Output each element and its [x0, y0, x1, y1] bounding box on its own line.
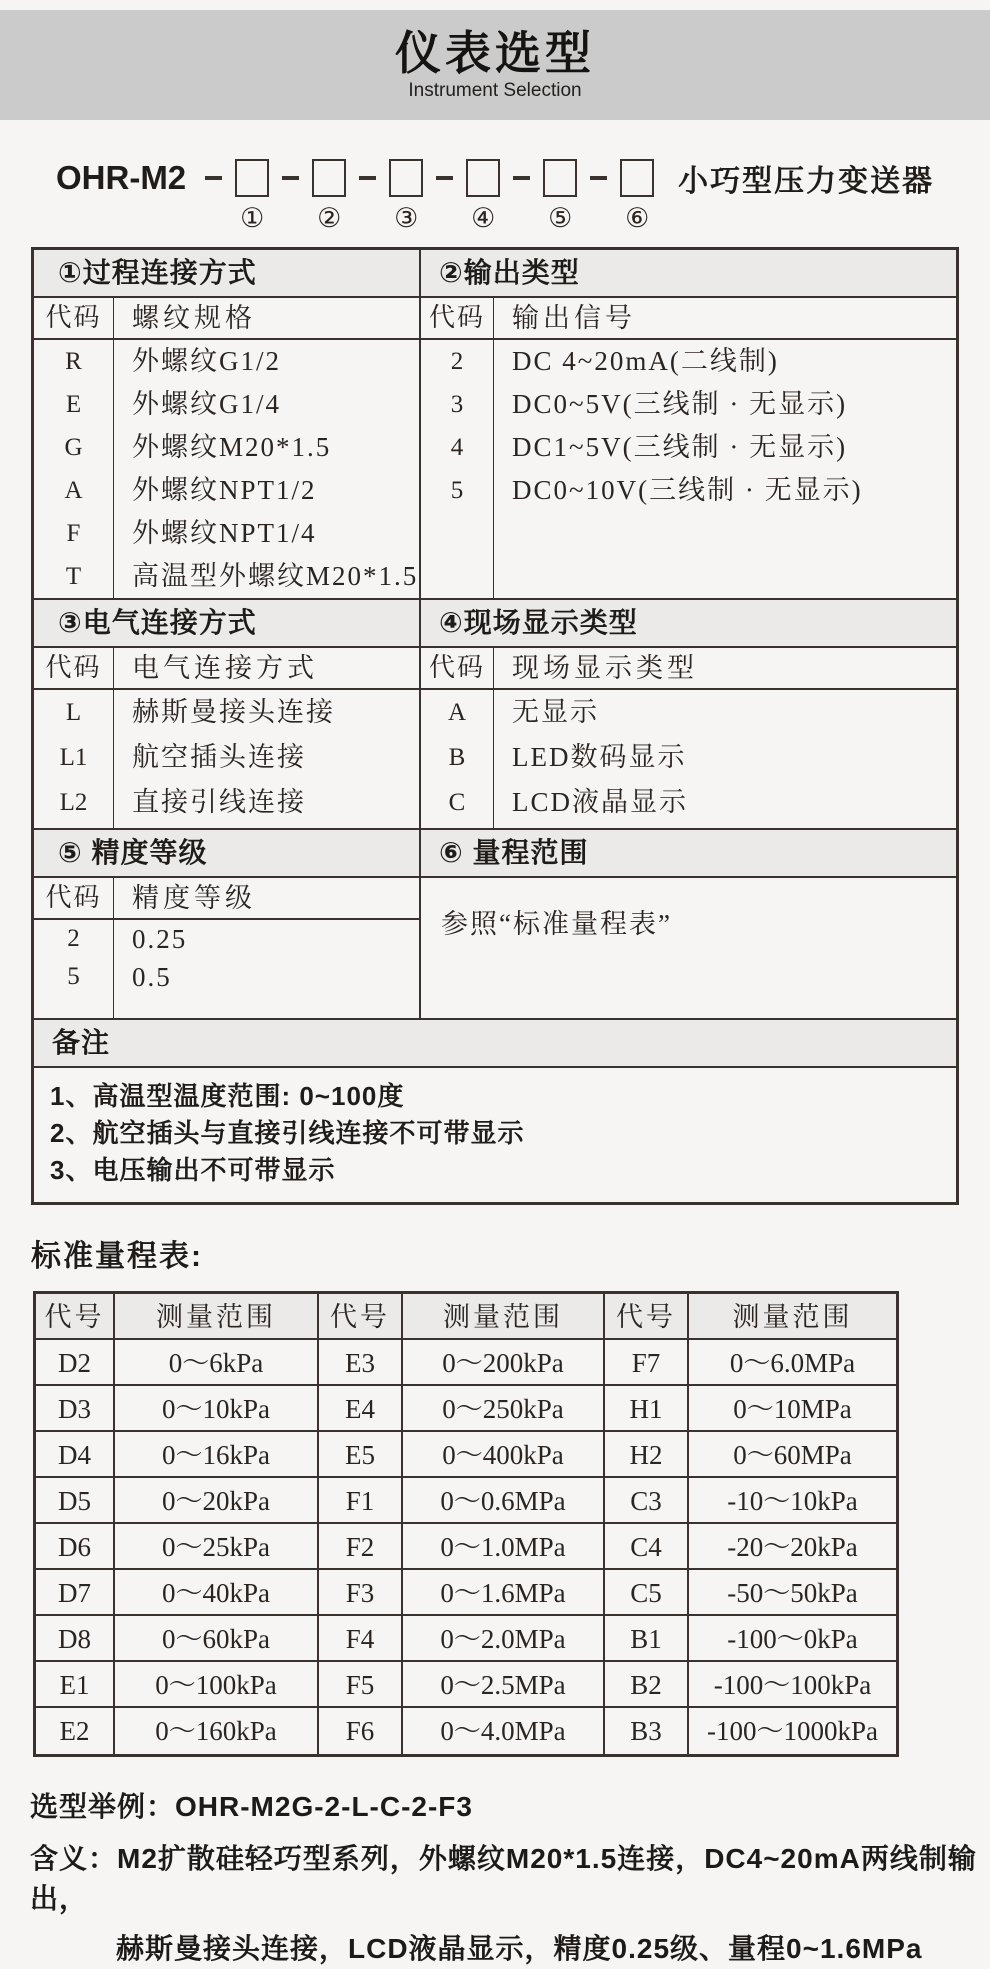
- label-cell: LCD液晶显示: [512, 787, 688, 817]
- section3-code-column: [34, 690, 114, 828]
- model-code-box: [389, 159, 423, 233]
- position-number: ①: [240, 203, 265, 233]
- range-header-cell: 代号: [319, 1294, 403, 1340]
- label-cell: DC 4~20mA(二线制): [512, 346, 779, 376]
- dash-separator: [282, 176, 299, 180]
- column-header-code: 代码: [34, 298, 114, 338]
- dash-separator: [513, 176, 530, 180]
- column-header-code: 代码: [34, 878, 114, 918]
- range-value-cell: 0～6.0MPa: [689, 1340, 896, 1386]
- model-code-box: [235, 159, 269, 233]
- code-cell: A: [64, 477, 83, 504]
- remark-line: 3、电压输出不可带显示: [50, 1155, 336, 1185]
- range-value-cell: 0～200kPa: [403, 1340, 605, 1386]
- model-slot: [423, 159, 500, 233]
- range-code-cell: B2: [605, 1662, 689, 1708]
- column-header-label: 现场显示类型: [512, 653, 698, 683]
- section4-code-column: [421, 690, 494, 828]
- column-header-code: 代码: [34, 648, 114, 688]
- section5-label-column: [114, 920, 419, 1018]
- model-slot: [577, 159, 654, 233]
- range-reference-note: 参照“标准量程表”: [441, 909, 672, 939]
- range-code-cell: D5: [36, 1478, 115, 1524]
- section3-subtable: [34, 648, 421, 828]
- range-code-cell: D2: [36, 1340, 115, 1386]
- range-code-cell: B1: [605, 1616, 689, 1662]
- section1-code-column: [34, 340, 114, 598]
- dash-separator: [590, 176, 607, 180]
- remarks-body: [34, 1068, 956, 1202]
- section4-label-column: [494, 690, 956, 828]
- section-body-3-4: [34, 648, 956, 828]
- label-cell: 外螺纹G1/2: [132, 346, 281, 376]
- label-cell: 赫斯曼接头连接: [132, 697, 335, 727]
- model-code-box: [312, 159, 346, 233]
- range-code-cell: F6: [319, 1708, 403, 1754]
- section5-column-header: [34, 878, 419, 920]
- column-header-code: 代码: [421, 298, 494, 338]
- range-code-cell: C5: [605, 1570, 689, 1616]
- code-cell: L2: [59, 789, 88, 816]
- section1-title: ①过程连接方式: [34, 250, 421, 296]
- range-value-cell: 0～2.5MPa: [403, 1662, 605, 1708]
- range-table: [33, 1291, 899, 1757]
- model-prefix: OHR-M2: [56, 159, 187, 196]
- code-cell: B: [448, 744, 466, 771]
- range-code-cell: E4: [319, 1386, 403, 1432]
- range-code-cell: C3: [605, 1478, 689, 1524]
- range-header-cell: 测量范围: [115, 1294, 319, 1340]
- range-value-cell: 0～2.0MPa: [403, 1616, 605, 1662]
- label-cell: 0.5: [132, 962, 172, 992]
- code-cell: A: [447, 699, 467, 726]
- range-code-cell: F5: [319, 1662, 403, 1708]
- range-header-cell: 代号: [36, 1294, 115, 1340]
- code-cell: C: [448, 789, 466, 816]
- section1-subtable: [34, 298, 421, 598]
- section6-area: [421, 878, 956, 1018]
- section4-column-header: [421, 648, 956, 690]
- section1-column-header: [34, 298, 419, 340]
- meaning-line-1: 含义：M2扩散硅轻巧型系列，外螺纹M20*1.5连接，DC4~20mA两线制输出，: [30, 1843, 977, 1914]
- range-value-cell: 0～10kPa: [115, 1386, 319, 1432]
- code-cell: 4: [450, 434, 464, 461]
- range-code-cell: H1: [605, 1386, 689, 1432]
- range-code-cell: E5: [319, 1432, 403, 1478]
- range-value-cell: 0～400kPa: [403, 1432, 605, 1478]
- label-cell: DC0~10V(三线制 · 无显示): [512, 475, 863, 505]
- label-cell: LED数码显示: [512, 742, 687, 772]
- model-code-line: [56, 159, 990, 233]
- section-body-1-2: [34, 298, 956, 598]
- dash-separator: [436, 176, 453, 180]
- section1-label-column: [114, 340, 419, 598]
- section5-subtable: [34, 878, 421, 1018]
- label-cell: 高温型外螺纹M20*1.5: [132, 561, 419, 591]
- range-code-cell: E3: [319, 1340, 403, 1386]
- range-code-cell: F1: [319, 1478, 403, 1524]
- section2-column-header: [421, 298, 956, 340]
- section2-subtable: [421, 298, 956, 598]
- section5-title: ⑤ 精度等级: [34, 830, 421, 876]
- range-table-heading: 标准量程表:: [31, 1240, 203, 1273]
- section4-subtable: [421, 648, 956, 828]
- remarks-title: 备注: [52, 1027, 111, 1058]
- selection-example-line: 选型举例：OHR-M2G-2-L-C-2-F3: [30, 1791, 473, 1822]
- range-value-cell: 0～60MPa: [689, 1432, 896, 1478]
- code-cell: 5: [450, 477, 464, 504]
- range-code-cell: D8: [36, 1616, 115, 1662]
- range-code-cell: F4: [319, 1616, 403, 1662]
- range-code-cell: C4: [605, 1524, 689, 1570]
- range-value-cell: -10～10kPa: [689, 1478, 896, 1524]
- range-value-cell: 0～160kPa: [115, 1708, 319, 1754]
- range-value-cell: 0～1.0MPa: [403, 1524, 605, 1570]
- label-cell: 外螺纹NPT1/4: [132, 518, 317, 548]
- selection-table: [31, 247, 959, 1205]
- model-slot: [192, 159, 269, 233]
- column-header-code: 代码: [421, 648, 494, 688]
- range-value-cell: -100～1000kPa: [707, 1716, 878, 1746]
- remark-line: 1、高温型温度范围: 0~100度: [50, 1081, 405, 1111]
- code-cell: 2: [450, 348, 464, 375]
- range-value-cell: 0～20kPa: [115, 1478, 319, 1524]
- label-cell: 外螺纹G1/4: [132, 389, 281, 419]
- section2-title: ②输出类型: [439, 257, 580, 288]
- code-cell: F: [66, 520, 81, 547]
- code-cell: L1: [59, 744, 88, 771]
- code-cell: 2: [67, 925, 80, 952]
- model-code-box: [466, 159, 500, 233]
- label-cell: 0.25: [132, 924, 188, 954]
- section4-title: ④现场显示类型: [439, 607, 638, 638]
- position-number: ⑥: [625, 203, 650, 233]
- label-cell: DC0~5V(三线制 · 无显示): [512, 389, 848, 419]
- label-cell: 直接引线连接: [132, 787, 306, 817]
- range-code-cell: F7: [605, 1340, 689, 1386]
- section3-label-column: [114, 690, 419, 828]
- code-cell: R: [65, 348, 82, 375]
- range-value-cell: 0～4.0MPa: [403, 1708, 605, 1754]
- section6-title: ⑥ 量程范围: [439, 837, 589, 868]
- column-header-label: 输出信号: [512, 303, 636, 333]
- label-cell: 外螺纹M20*1.5: [132, 432, 332, 462]
- range-code-cell: E1: [36, 1662, 115, 1708]
- code-cell: E: [65, 391, 82, 418]
- section2-code-column: [421, 340, 494, 598]
- range-code-cell: D4: [36, 1432, 115, 1478]
- model-code-box: [543, 159, 577, 233]
- range-value-cell: 0～100kPa: [115, 1662, 319, 1708]
- range-value-cell: 0～10MPa: [689, 1386, 896, 1432]
- section3-column-header: [34, 648, 419, 690]
- position-number: ④: [471, 203, 496, 233]
- range-code-cell: B3: [605, 1708, 689, 1754]
- range-value-cell: 0～40kPa: [115, 1570, 319, 1616]
- code-cell: T: [65, 563, 82, 590]
- range-code-cell: E2: [36, 1708, 115, 1754]
- section-header-row-1-2: [34, 250, 956, 298]
- remarks-header-row: [34, 1018, 956, 1068]
- code-cell: L: [65, 699, 82, 726]
- range-value-cell: -50～50kPa: [689, 1570, 896, 1616]
- model-code-box: [620, 159, 654, 233]
- code-cell: 5: [67, 963, 80, 990]
- range-header-cell: 测量范围: [689, 1294, 896, 1340]
- position-number: ⑤: [548, 203, 573, 233]
- column-header-label: 电气连接方式: [132, 653, 318, 683]
- range-header-cell: 代号: [605, 1294, 689, 1340]
- dash-separator: [205, 176, 222, 180]
- label-cell: 航空插头连接: [132, 742, 306, 772]
- range-value-cell: 0～250kPa: [403, 1386, 605, 1432]
- model-slot: [346, 159, 423, 233]
- page-subtitle: Instrument Selection: [408, 80, 582, 102]
- model-slots: [192, 159, 654, 233]
- label-cell: 无显示: [512, 697, 599, 727]
- model-suffix: 小巧型压力变送器: [678, 165, 935, 198]
- range-value-cell: 0～6kPa: [115, 1340, 319, 1386]
- model-slot: [269, 159, 346, 233]
- section3-title: ③电气连接方式: [34, 600, 421, 646]
- range-code-cell: D6: [36, 1524, 115, 1570]
- position-number: ③: [394, 203, 419, 233]
- range-value-cell: -100～100kPa: [689, 1662, 896, 1708]
- position-number: ②: [317, 203, 342, 233]
- section-body-5-6: [34, 878, 956, 1018]
- range-code-cell: F3: [319, 1570, 403, 1616]
- section5-code-column: [34, 920, 114, 1018]
- page-title: 仪表选型: [395, 26, 595, 79]
- section2-label-column: [494, 340, 956, 598]
- code-cell: 3: [450, 391, 464, 418]
- range-code-cell: H2: [605, 1432, 689, 1478]
- range-code-cell: D7: [36, 1570, 115, 1616]
- column-header-label: 螺纹规格: [132, 303, 256, 333]
- range-value-cell: -20～20kPa: [689, 1524, 896, 1570]
- range-value-cell: 0～0.6MPa: [403, 1478, 605, 1524]
- label-cell: DC1~5V(三线制 · 无显示): [512, 432, 848, 462]
- range-code-cell: D3: [36, 1386, 115, 1432]
- column-header-label: 精度等级: [132, 883, 256, 913]
- remark-line: 2、航空插头与直接引线连接不可带显示: [50, 1118, 525, 1148]
- label-cell: 外螺纹NPT1/2: [132, 475, 317, 505]
- range-value-cell: 0～25kPa: [115, 1524, 319, 1570]
- range-code-cell: F2: [319, 1524, 403, 1570]
- range-value-cell: 0～16kPa: [115, 1432, 319, 1478]
- range-header-cell: 测量范围: [403, 1294, 605, 1340]
- range-value-cell: 0～60kPa: [115, 1616, 319, 1662]
- header-band: [0, 10, 990, 120]
- section-header-row-3-4: [34, 598, 956, 648]
- model-slot: [500, 159, 577, 233]
- range-value-cell: 0～1.6MPa: [403, 1570, 605, 1616]
- code-cell: G: [64, 434, 83, 461]
- dash-separator: [359, 176, 376, 180]
- section-header-row-5-6: [34, 828, 956, 878]
- meaning-line-2: 赫斯曼接头连接，LCD液晶显示，精度0.25级、量程0~1.6MPa: [116, 1933, 923, 1964]
- range-value-cell: -100～0kPa: [689, 1616, 896, 1662]
